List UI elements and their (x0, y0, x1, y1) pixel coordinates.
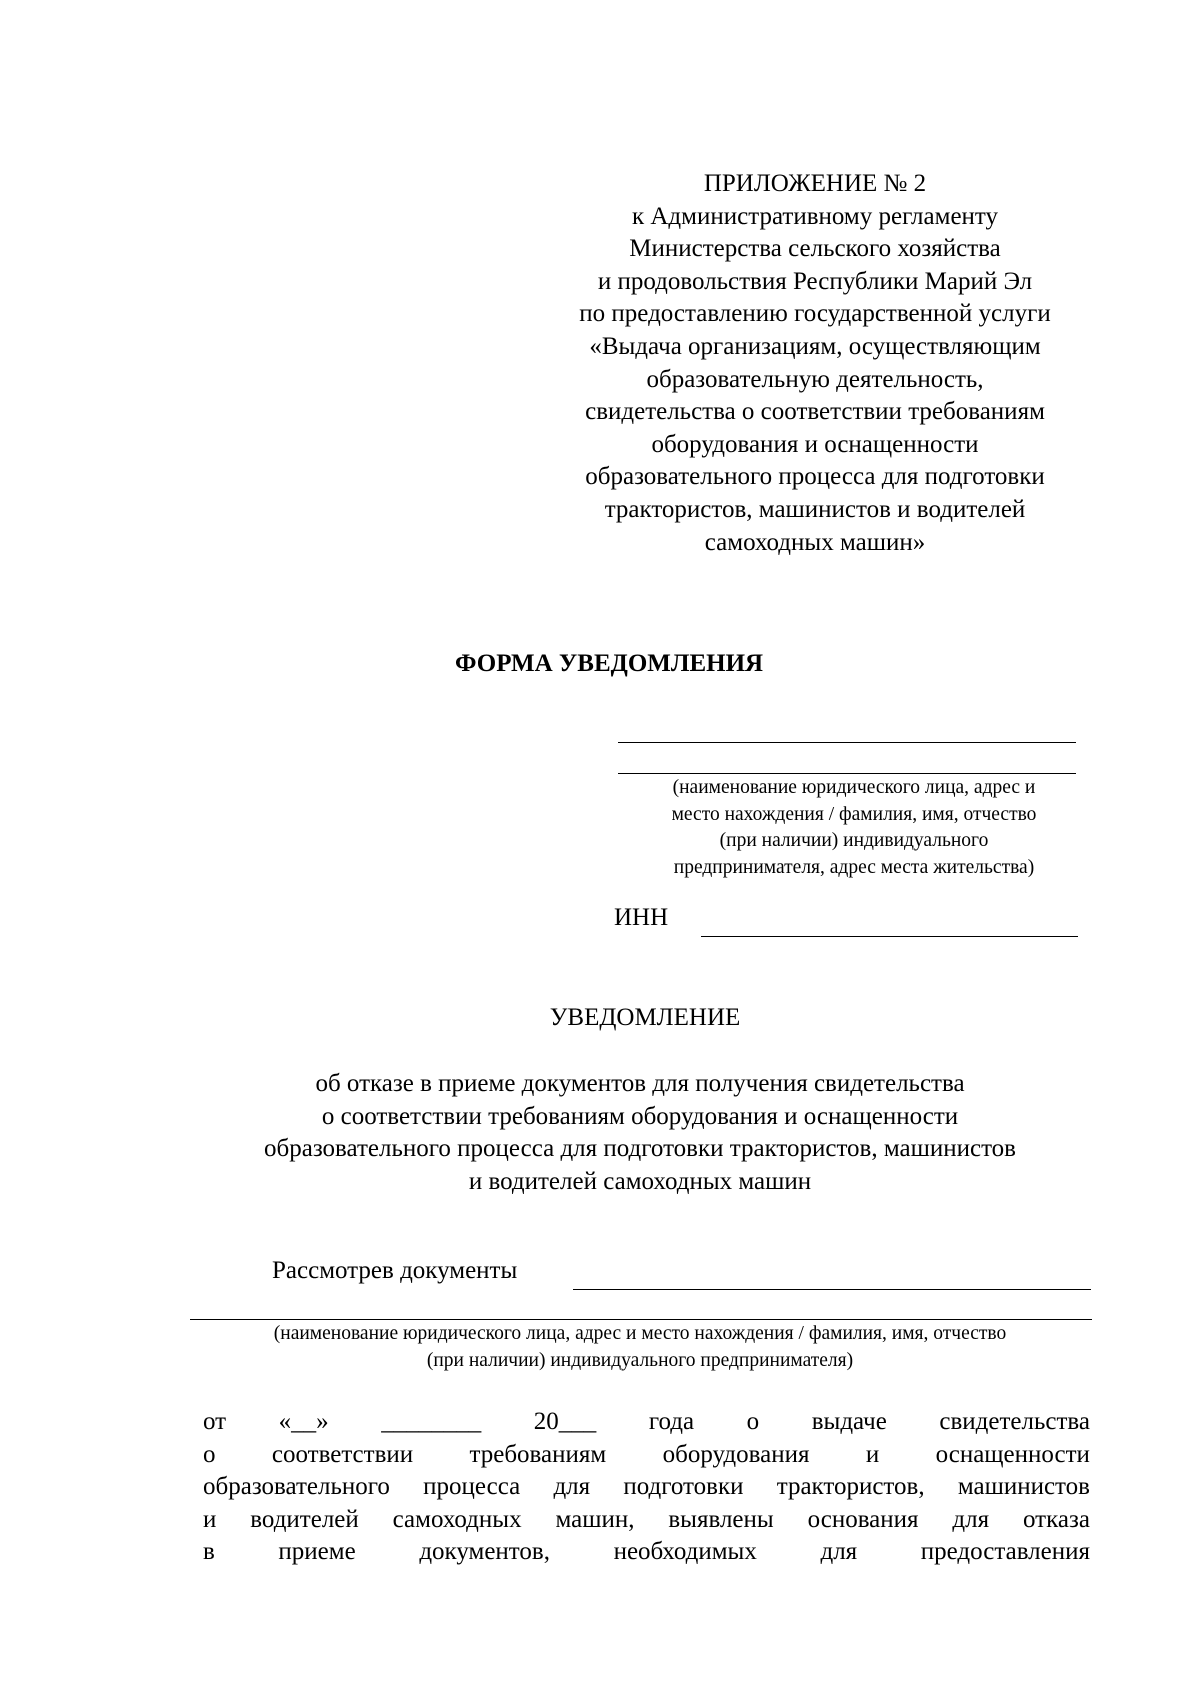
body-word: предоставления (920, 1538, 1090, 1565)
body-word: документов, (419, 1538, 550, 1565)
body-line (203, 1471, 1090, 1504)
appendix-line: «Выдача организациям, осуществляющим (589, 332, 1041, 360)
appendix-header (540, 168, 1090, 559)
notice-body (203, 1406, 1090, 1569)
body-line (203, 1504, 1090, 1537)
appendix-line: и продовольствия Республики Марий Эл (597, 267, 1033, 295)
caption-line: (наименование юридического лица, адрес и (672, 777, 1036, 798)
body-line (203, 1406, 1090, 1439)
body-word: оборудования (662, 1440, 810, 1468)
body-word: года (648, 1408, 695, 1435)
body-word: о (203, 1440, 216, 1468)
body-word: самоходных (392, 1505, 522, 1533)
reviewed-documents-label: Рассмотрев документы (272, 1257, 518, 1284)
caption-line: место нахождения / фамилия, имя, отчество (671, 803, 1037, 825)
body-word: выдаче (811, 1408, 887, 1435)
body-word: в (203, 1538, 215, 1565)
form-title: ФОРМА УВЕДОМЛЕНИЯ (455, 650, 764, 677)
appendix-line: к Административному регламенту (631, 202, 999, 230)
body-word: «__» (278, 1408, 329, 1435)
appendix-line: образовательную деятельность, (646, 365, 984, 393)
appendix-line: самоходных машин» (704, 528, 926, 556)
caption-line: предпринимателя, адрес места жительства) (673, 856, 1035, 878)
body-word: процесса (423, 1473, 521, 1500)
recipient-blank-line-2 (618, 773, 1076, 774)
appendix-line: ПРИЛОЖЕНИЕ № 2 (703, 170, 927, 197)
body-word: и (203, 1505, 217, 1533)
body-word: необходимых (613, 1538, 757, 1565)
subject-line: образовательного процесса для подготовки трактористов, машинистов (264, 1135, 1016, 1162)
caption-line: (наименование юридического лица, адрес и место нахождения / фамилия, имя, отчество (273, 1323, 1007, 1344)
body-word: ________ (381, 1408, 482, 1435)
body-word: образовательного (203, 1473, 390, 1500)
body-word: основания (807, 1505, 919, 1533)
body-word: требованиям (469, 1440, 607, 1468)
body-word: приеме (278, 1538, 356, 1565)
appendix-line: по предоставлению государственной услуги (579, 300, 1051, 328)
body-word: выявлены (668, 1505, 774, 1533)
body-word: соответствии (271, 1440, 414, 1468)
appendix-line: Министерства сельского хозяйства (629, 235, 1001, 263)
body-word: о (746, 1408, 760, 1435)
body-line (203, 1536, 1090, 1569)
appendix-line: оборудования и оснащенности (651, 430, 979, 458)
subject-line: об отказе в приеме документов для получения свидетельства (315, 1070, 965, 1097)
body-word: 20___ (533, 1408, 597, 1435)
body-word: машинистов (957, 1473, 1090, 1500)
subject-line: о соответствии требованиям оборудования и оснащенности (321, 1102, 959, 1130)
reviewed-blank-line-2 (190, 1319, 1092, 1320)
body-word: подготовки (623, 1473, 744, 1500)
recipient-blank-line-1 (618, 742, 1076, 743)
subject-line: и водителей самоходных машин (468, 1167, 812, 1195)
reviewed-blank-line-1 (573, 1289, 1091, 1290)
body-word: оснащенности (935, 1440, 1090, 1468)
body-word: отказа (1023, 1505, 1090, 1533)
body-word: водителей (250, 1505, 359, 1533)
notice-title: УВЕДОМЛЕНИЕ (549, 1004, 741, 1031)
appendix-line: свидетельства о соответствии требованиям (585, 398, 1045, 426)
inn-blank-line (701, 936, 1078, 937)
body-word: для (820, 1538, 858, 1565)
recipient-caption (608, 775, 1100, 881)
notice-subject (190, 1068, 1090, 1198)
body-word: от (203, 1408, 227, 1435)
body-word: свидетельства (939, 1408, 1090, 1435)
body-line (203, 1439, 1090, 1472)
body-word: для (553, 1473, 591, 1500)
body-word: для (952, 1505, 990, 1533)
body-word: и (865, 1440, 880, 1468)
inn-label: ИНН (614, 904, 669, 931)
body-word: машин, (555, 1505, 635, 1533)
caption-line: (при наличии) индивидуального предпринимателя) (426, 1349, 854, 1371)
reviewed-caption (190, 1321, 1090, 1374)
body-word: трактористов, (776, 1473, 925, 1500)
appendix-line: трактористов, машинистов и водителей (604, 495, 1026, 523)
appendix-line: образовательного процесса для подготовки (585, 463, 1045, 491)
caption-line: (при наличии) индивидуального (719, 830, 989, 851)
